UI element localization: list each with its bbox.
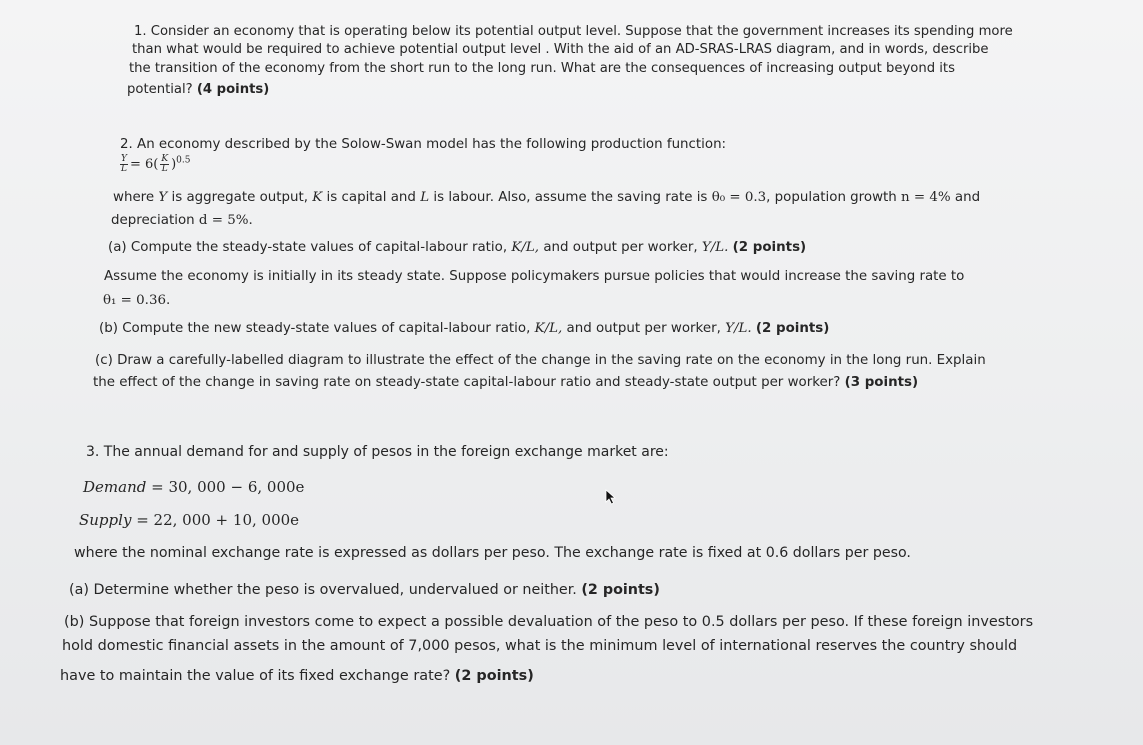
q2-formula	[118, 155, 190, 174]
q2-part-a: (a) Compute the steady-state values of capital-labour ratio, K/L, and output per worker, Y/L. (2 points)	[108, 240, 807, 255]
q2-intro: 2. An economy described by the Solow-Swan model has the following production function:	[120, 137, 727, 152]
q3-supply: Supply = 22, 000 + 10, 000e	[79, 511, 300, 529]
q3-demand: Demand = 30, 000 − 6, 000e	[83, 478, 305, 496]
formula-lhs: $\frac{Y}{L}$	[120, 154, 127, 174]
q3-where: where the nominal exchange rate is expressed as dollars per peso. The exchange rate is fixed at 0.6 dollars per peso.	[74, 545, 911, 561]
q3-intro: 3. The annual demand for and supply of pesos in the foreign exchange market are:	[86, 444, 669, 460]
formula-exponent: 0.5	[176, 155, 191, 166]
q3-part-b-line1: (b) Suppose that foreign investors come to expect a possible devaluation of the peso to 0.5 dollars per peso. If these foreign investors	[64, 614, 1034, 630]
q2-assume: Assume the economy is initially in its steady state. Suppose policymakers pursue policies that would increase the saving rate to	[104, 269, 965, 284]
q1-line1: 1. Consider an economy that is operating below its potential output level. Suppose that the government increases its spending more	[134, 24, 1013, 39]
q2-where-line: where Y is aggregate output, K is capital and L is labour. Also, assume the saving rate is θ₀ = 0.3, population growth n = 4% and	[113, 190, 981, 205]
formula-equals: = 6(	[129, 157, 159, 172]
q1-line4	[127, 82, 269, 97]
formula-close: )	[171, 157, 177, 172]
q1-line2: than what would be required to achieve potential output level . With the aid of an AD-SRAS-LRAS diagram, and in words, describe	[132, 42, 989, 57]
q2-part-b: (b) Compute the new steady-state values of capital-labour ratio, K/L, and output per worker, Y/L. (2 points)	[99, 321, 830, 336]
q1-points: (4 points)	[196, 82, 270, 97]
q3-part-a: (a) Determine whether the peso is overvalued, undervalued or neither. (2 points)	[69, 582, 660, 598]
q2-theta1: θ₁ = 0.36.	[103, 293, 171, 308]
mouse-cursor-icon	[604, 489, 618, 505]
q1-line3: the transition of the economy from the short run to the long run. What are the consequences of increasing output beyond its	[129, 61, 955, 76]
q2-part-c-line2: the effect of the change in saving rate on steady-state capital-labour ratio and steady-state output per worker? (3 points)	[93, 375, 919, 390]
q2-part-c-line1: (c) Draw a carefully-labelled diagram to illustrate the effect of the change in the saving rate on the economy in the long run. Explain	[95, 353, 986, 368]
formula-rhs: $\frac{K}{L}$	[161, 154, 169, 174]
q3-part-b-line2: hold domestic financial assets in the amount of 7,000 pesos, what is the minimum level of international reserves the country should	[62, 638, 1018, 654]
q3-part-b-line3: have to maintain the value of its fixed exchange rate? (2 points)	[60, 668, 534, 684]
q1-line4-text: potential?	[127, 82, 193, 97]
q2-depreciation: depreciation d = 5%.	[111, 213, 253, 228]
